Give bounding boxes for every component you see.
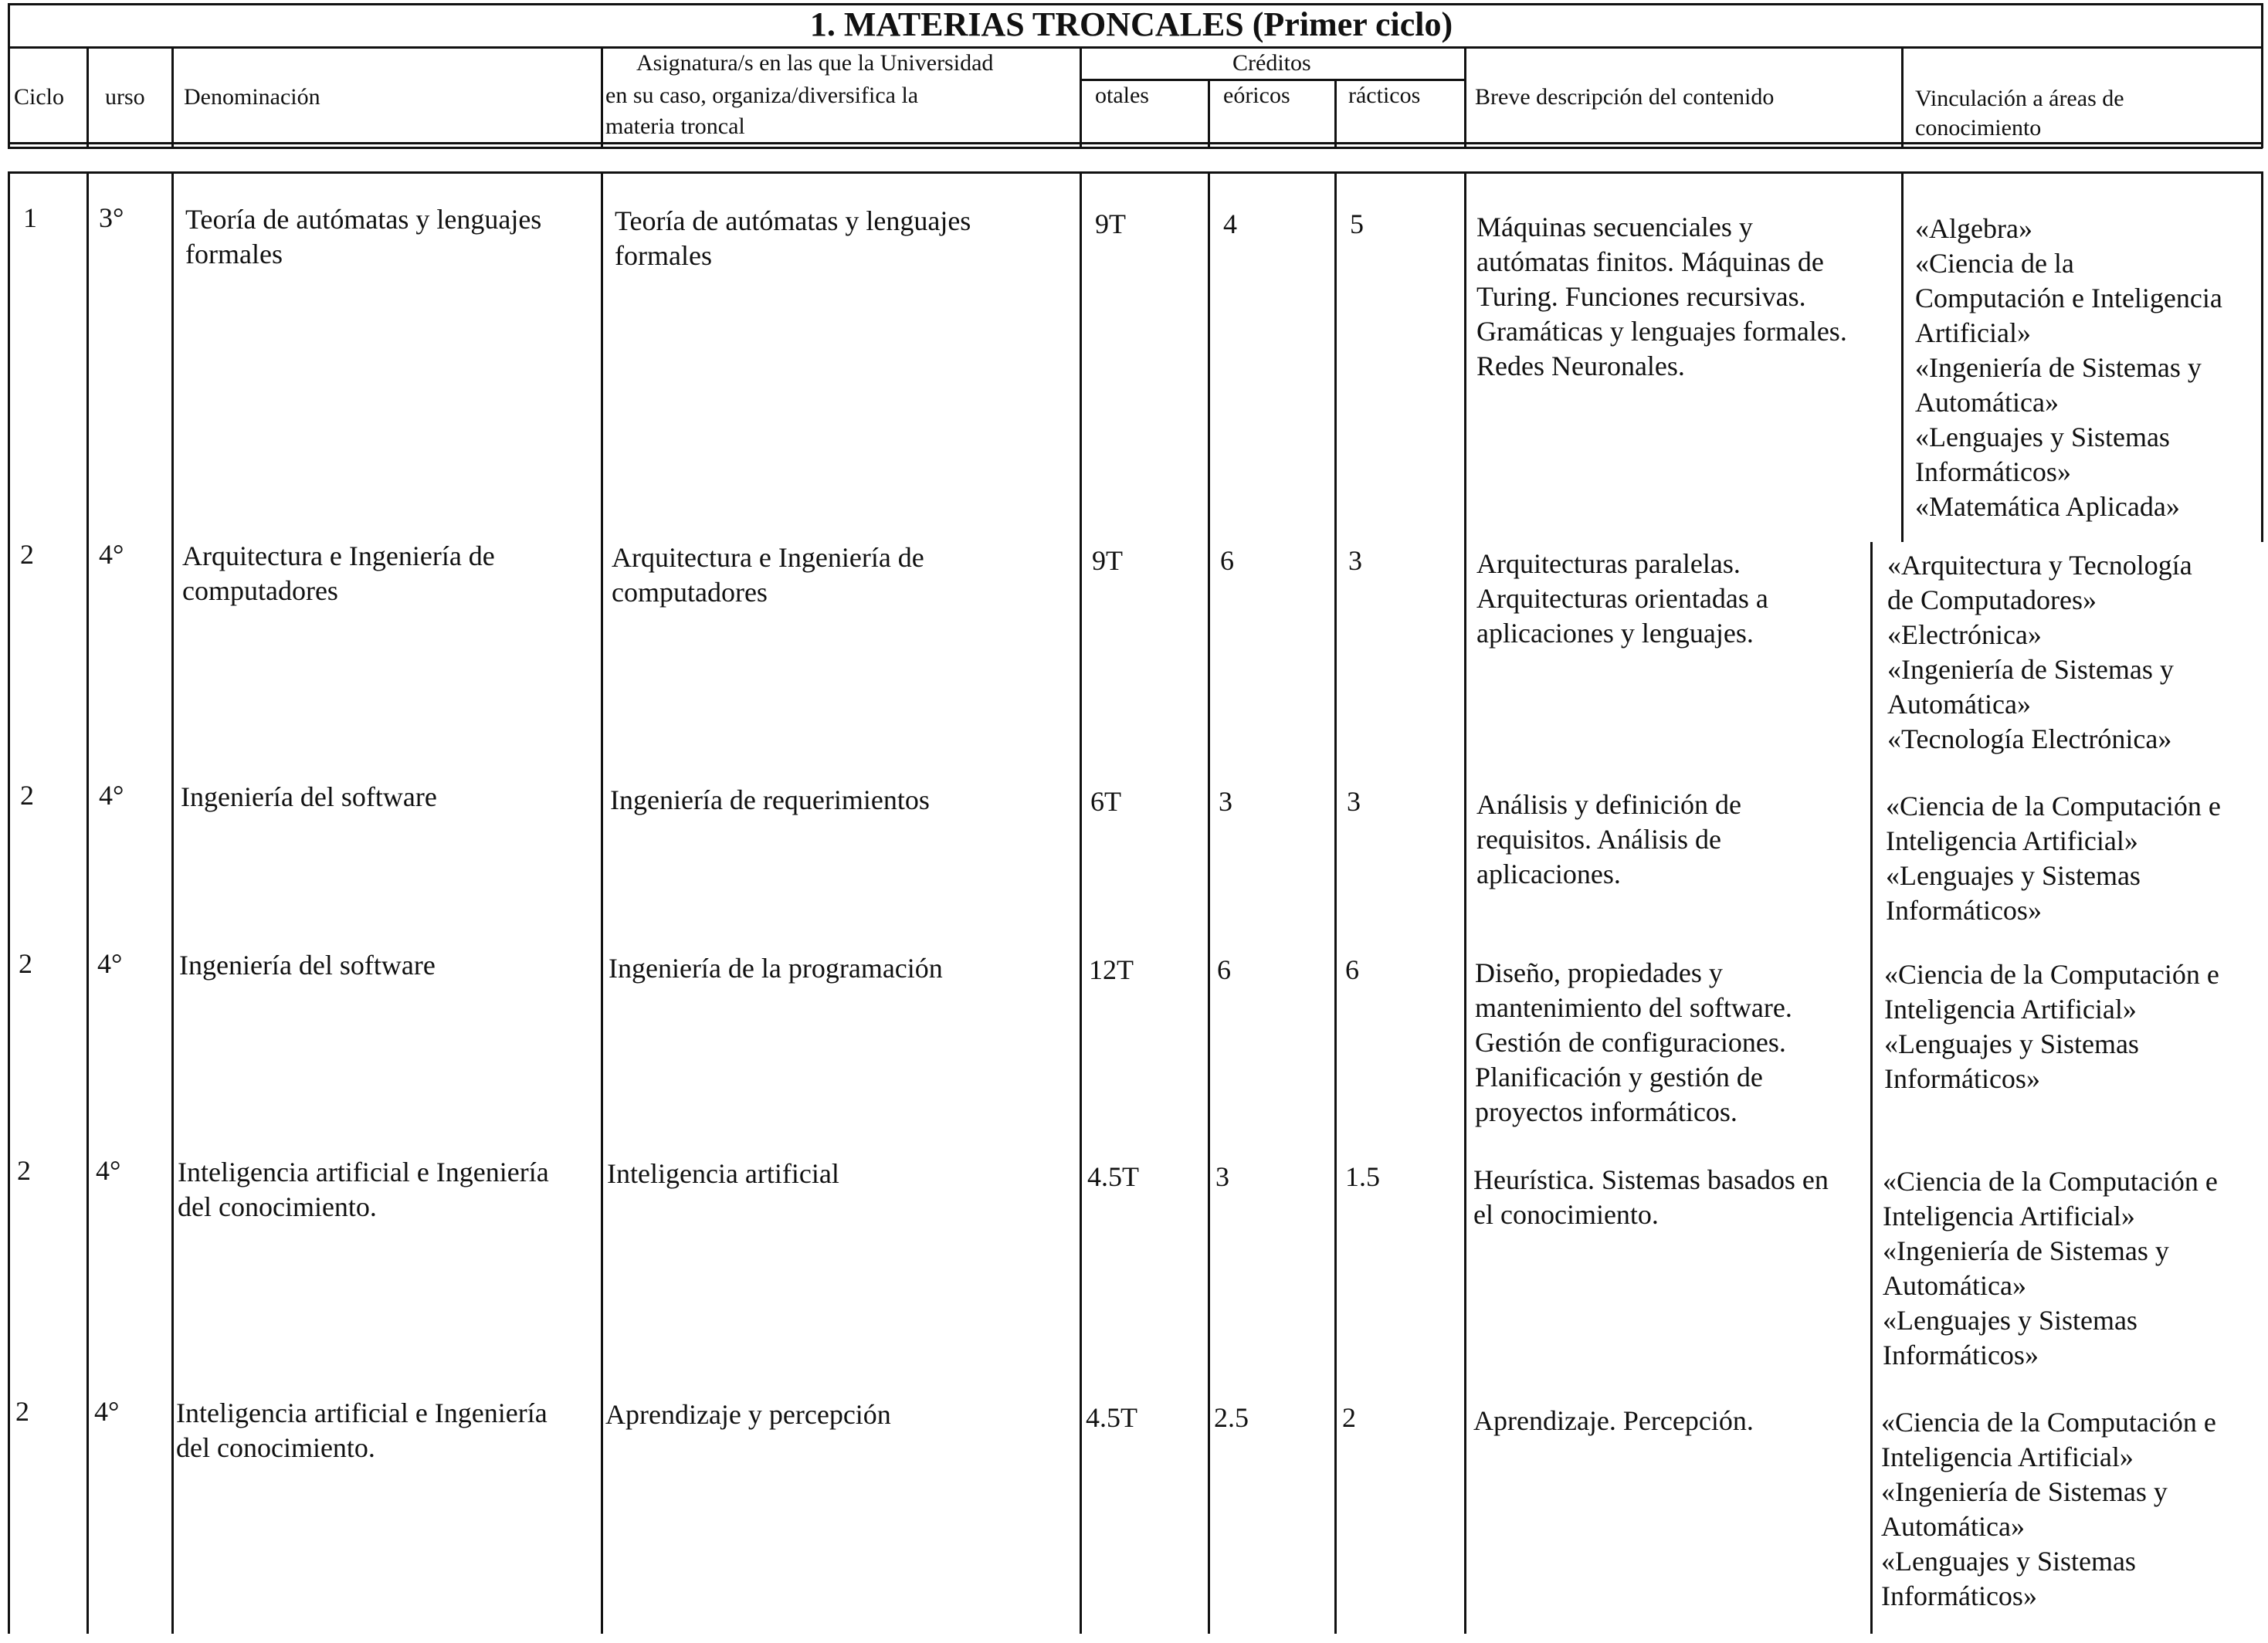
- row-1-denominacion: Teoría de autómatas y lenguajes formales: [185, 204, 542, 269]
- header-practicos: rácticos: [1348, 83, 1421, 108]
- row-1-ciclo: 1: [23, 202, 37, 233]
- header-asignatura-line-3: materia troncal: [605, 113, 745, 139]
- body-col-line: [1334, 171, 1337, 1634]
- row-5-curso: 4°: [96, 1155, 121, 1186]
- header-col-line: [1334, 79, 1337, 148]
- body-top-border: [8, 171, 2263, 174]
- header-col-line: [601, 46, 603, 148]
- row-3-asignatura: Ingeniería de requerimientos: [610, 784, 930, 815]
- row-4-denominacion: Ingeniería del software: [179, 950, 436, 981]
- row-6-curso: 4°: [94, 1396, 120, 1427]
- body-col-line: [1464, 171, 1466, 1634]
- header-vinculacion-line-2: conocimiento: [1915, 115, 2042, 141]
- header-col-line: [1080, 46, 1082, 148]
- row-3-teoricos: 3: [1219, 786, 1232, 817]
- row-6-denominacion: Inteligencia artificial e Ingeniería del conocimiento.: [176, 1397, 548, 1463]
- table-title: 1. MATERIAS TRONCALES (Primer ciclo): [809, 5, 1453, 43]
- row-3-denominacion: Ingeniería del software: [181, 781, 437, 812]
- row-3-practicos: 3: [1347, 786, 1361, 817]
- row-6-totales: 4.5T: [1086, 1402, 1137, 1433]
- row-5-teoricos: 3: [1215, 1161, 1229, 1192]
- header-totales: otales: [1095, 83, 1149, 108]
- header-col-line: [171, 46, 174, 148]
- row-1-practicos: 5: [1350, 208, 1364, 239]
- row-1-descripcion: Máquinas secuenciales y autómatas finitos. Máquinas de Turing. Funciones recursivas. Gramáticas y lenguajes formales. Redes Neuronales.: [1476, 212, 1847, 381]
- header-col-line: [1464, 46, 1466, 148]
- row-3-ciclo: 2: [20, 780, 34, 811]
- body-col-line: [1080, 171, 1082, 1634]
- row-3-totales: 6T: [1090, 786, 1121, 817]
- row-5-practicos: 1.5: [1345, 1161, 1380, 1192]
- header-col-line: [1208, 79, 1210, 148]
- row-3-curso: 4°: [99, 780, 124, 811]
- header-asignatura-line-1: Asignatura/s en las que la Universidad: [636, 50, 994, 76]
- row-5-totales: 4.5T: [1087, 1161, 1139, 1192]
- body-col-line: [1901, 171, 1904, 542]
- row-4-practicos: 6: [1345, 954, 1359, 985]
- body-col-line: [8, 171, 10, 1634]
- row-2-denominacion: Arquitectura e Ingeniería de computadores: [182, 540, 495, 606]
- row-5-ciclo: 2: [17, 1155, 31, 1186]
- header-descripcion: Breve descripción del contenido: [1475, 84, 1775, 110]
- row-5-vinculacion: «Ciencia de la Computación e Inteligencia Artificial» «Ingeniería de Sistemas y Automática» «Lenguajes y Sistemas Informáticos»: [1883, 1166, 2218, 1370]
- body-col-line: [171, 171, 174, 1634]
- row-4-vinculacion: «Ciencia de la Computación e Inteligencia Artificial» «Lenguajes y Sistemas Informáticos»: [1884, 959, 2219, 1094]
- body-col-line: [1870, 542, 1873, 1634]
- row-6-teoricos: 2.5: [1214, 1402, 1249, 1433]
- body-col-line: [2261, 171, 2263, 542]
- row-1-vinculacion: «Algebra» «Ciencia de la Computación e Inteligencia Artificial» «Ingeniería de Sistemas y Automática» «Lenguajes y Sistemas Informáticos» «Matemática Aplicada»: [1915, 213, 2222, 522]
- row-2-descripcion: Arquitecturas paralelas. Arquitecturas orientadas a aplicaciones y lenguajes.: [1476, 548, 1768, 649]
- row-3-vinculacion: «Ciencia de la Computación e Inteligencia Artificial» «Lenguajes y Sistemas Informáticos»: [1886, 791, 2221, 926]
- header-col-line: [1901, 46, 1904, 148]
- row-4-descripcion: Diseño, propiedades y mantenimiento del software. Gestión de configuraciones. Planificación y gestión de proyectos informáticos.: [1475, 957, 1792, 1127]
- row-2-curso: 4°: [99, 539, 124, 570]
- header-curso: urso: [105, 84, 145, 110]
- creditos-divider: [1080, 79, 1466, 81]
- header-asignatura-line-2: en su caso, organiza/diversifica la: [605, 83, 919, 108]
- row-2-asignatura: Arquitectura e Ingeniería de computadores: [612, 542, 924, 608]
- row-4-totales: 12T: [1089, 954, 1134, 985]
- header-bottom-border: [8, 142, 2263, 144]
- header-vinculacion-line-1: Vinculación a áreas de: [1915, 86, 2124, 111]
- header-bottom-border-2: [8, 147, 2263, 149]
- row-6-vinculacion: «Ciencia de la Computación e Inteligencia Artificial» «Ingeniería de Sistemas y Automática» «Lenguajes y Sistemas Informáticos»: [1881, 1407, 2216, 1611]
- row-6-asignatura: Aprendizaje y percepción: [605, 1399, 891, 1430]
- row-2-vinculacion: «Arquitectura y Tecnología de Computadores» «Electrónica» «Ingeniería de Sistemas y Automática» «Tecnología Electrónica»: [1887, 550, 2192, 754]
- row-5-asignatura: Inteligencia artificial: [607, 1158, 839, 1189]
- row-4-curso: 4°: [97, 948, 123, 979]
- row-5-descripcion: Heurística. Sistemas basados en el conocimiento.: [1473, 1164, 1829, 1230]
- body-col-line: [1208, 171, 1210, 1634]
- row-3-descripcion: Análisis y definición de requisitos. Análisis de aplicaciones.: [1476, 789, 1741, 889]
- row-6-descripcion: Aprendizaje. Percepción.: [1473, 1405, 1754, 1436]
- row-1-teoricos: 4: [1223, 208, 1237, 239]
- row-1-totales: 9T: [1095, 208, 1126, 239]
- row-2-teoricos: 6: [1220, 545, 1234, 576]
- body-col-line: [601, 171, 603, 1634]
- body-col-line: [86, 171, 89, 1634]
- row-4-asignatura: Ingeniería de la programación: [609, 953, 943, 984]
- row-6-ciclo: 2: [15, 1396, 29, 1427]
- row-2-ciclo: 2: [20, 539, 34, 570]
- row-4-ciclo: 2: [19, 948, 32, 979]
- title-bottom-border: [8, 46, 2263, 49]
- row-5-denominacion: Inteligencia artificial e Ingeniería del conocimiento.: [178, 1157, 549, 1222]
- row-1-curso: 3°: [99, 202, 124, 233]
- header-ciclo: Ciclo: [14, 84, 64, 110]
- header-teoricos: eóricos: [1223, 83, 1290, 108]
- row-2-totales: 9T: [1092, 545, 1123, 576]
- row-2-practicos: 3: [1348, 545, 1362, 576]
- row-1-asignatura: Teoría de autómatas y lenguajes formales: [615, 205, 971, 271]
- header-col-line: [86, 46, 89, 148]
- header-creditos: Créditos: [1232, 50, 1311, 76]
- row-6-practicos: 2: [1342, 1402, 1356, 1433]
- row-4-teoricos: 6: [1217, 954, 1231, 985]
- header-denominacion: Denominación: [184, 84, 320, 110]
